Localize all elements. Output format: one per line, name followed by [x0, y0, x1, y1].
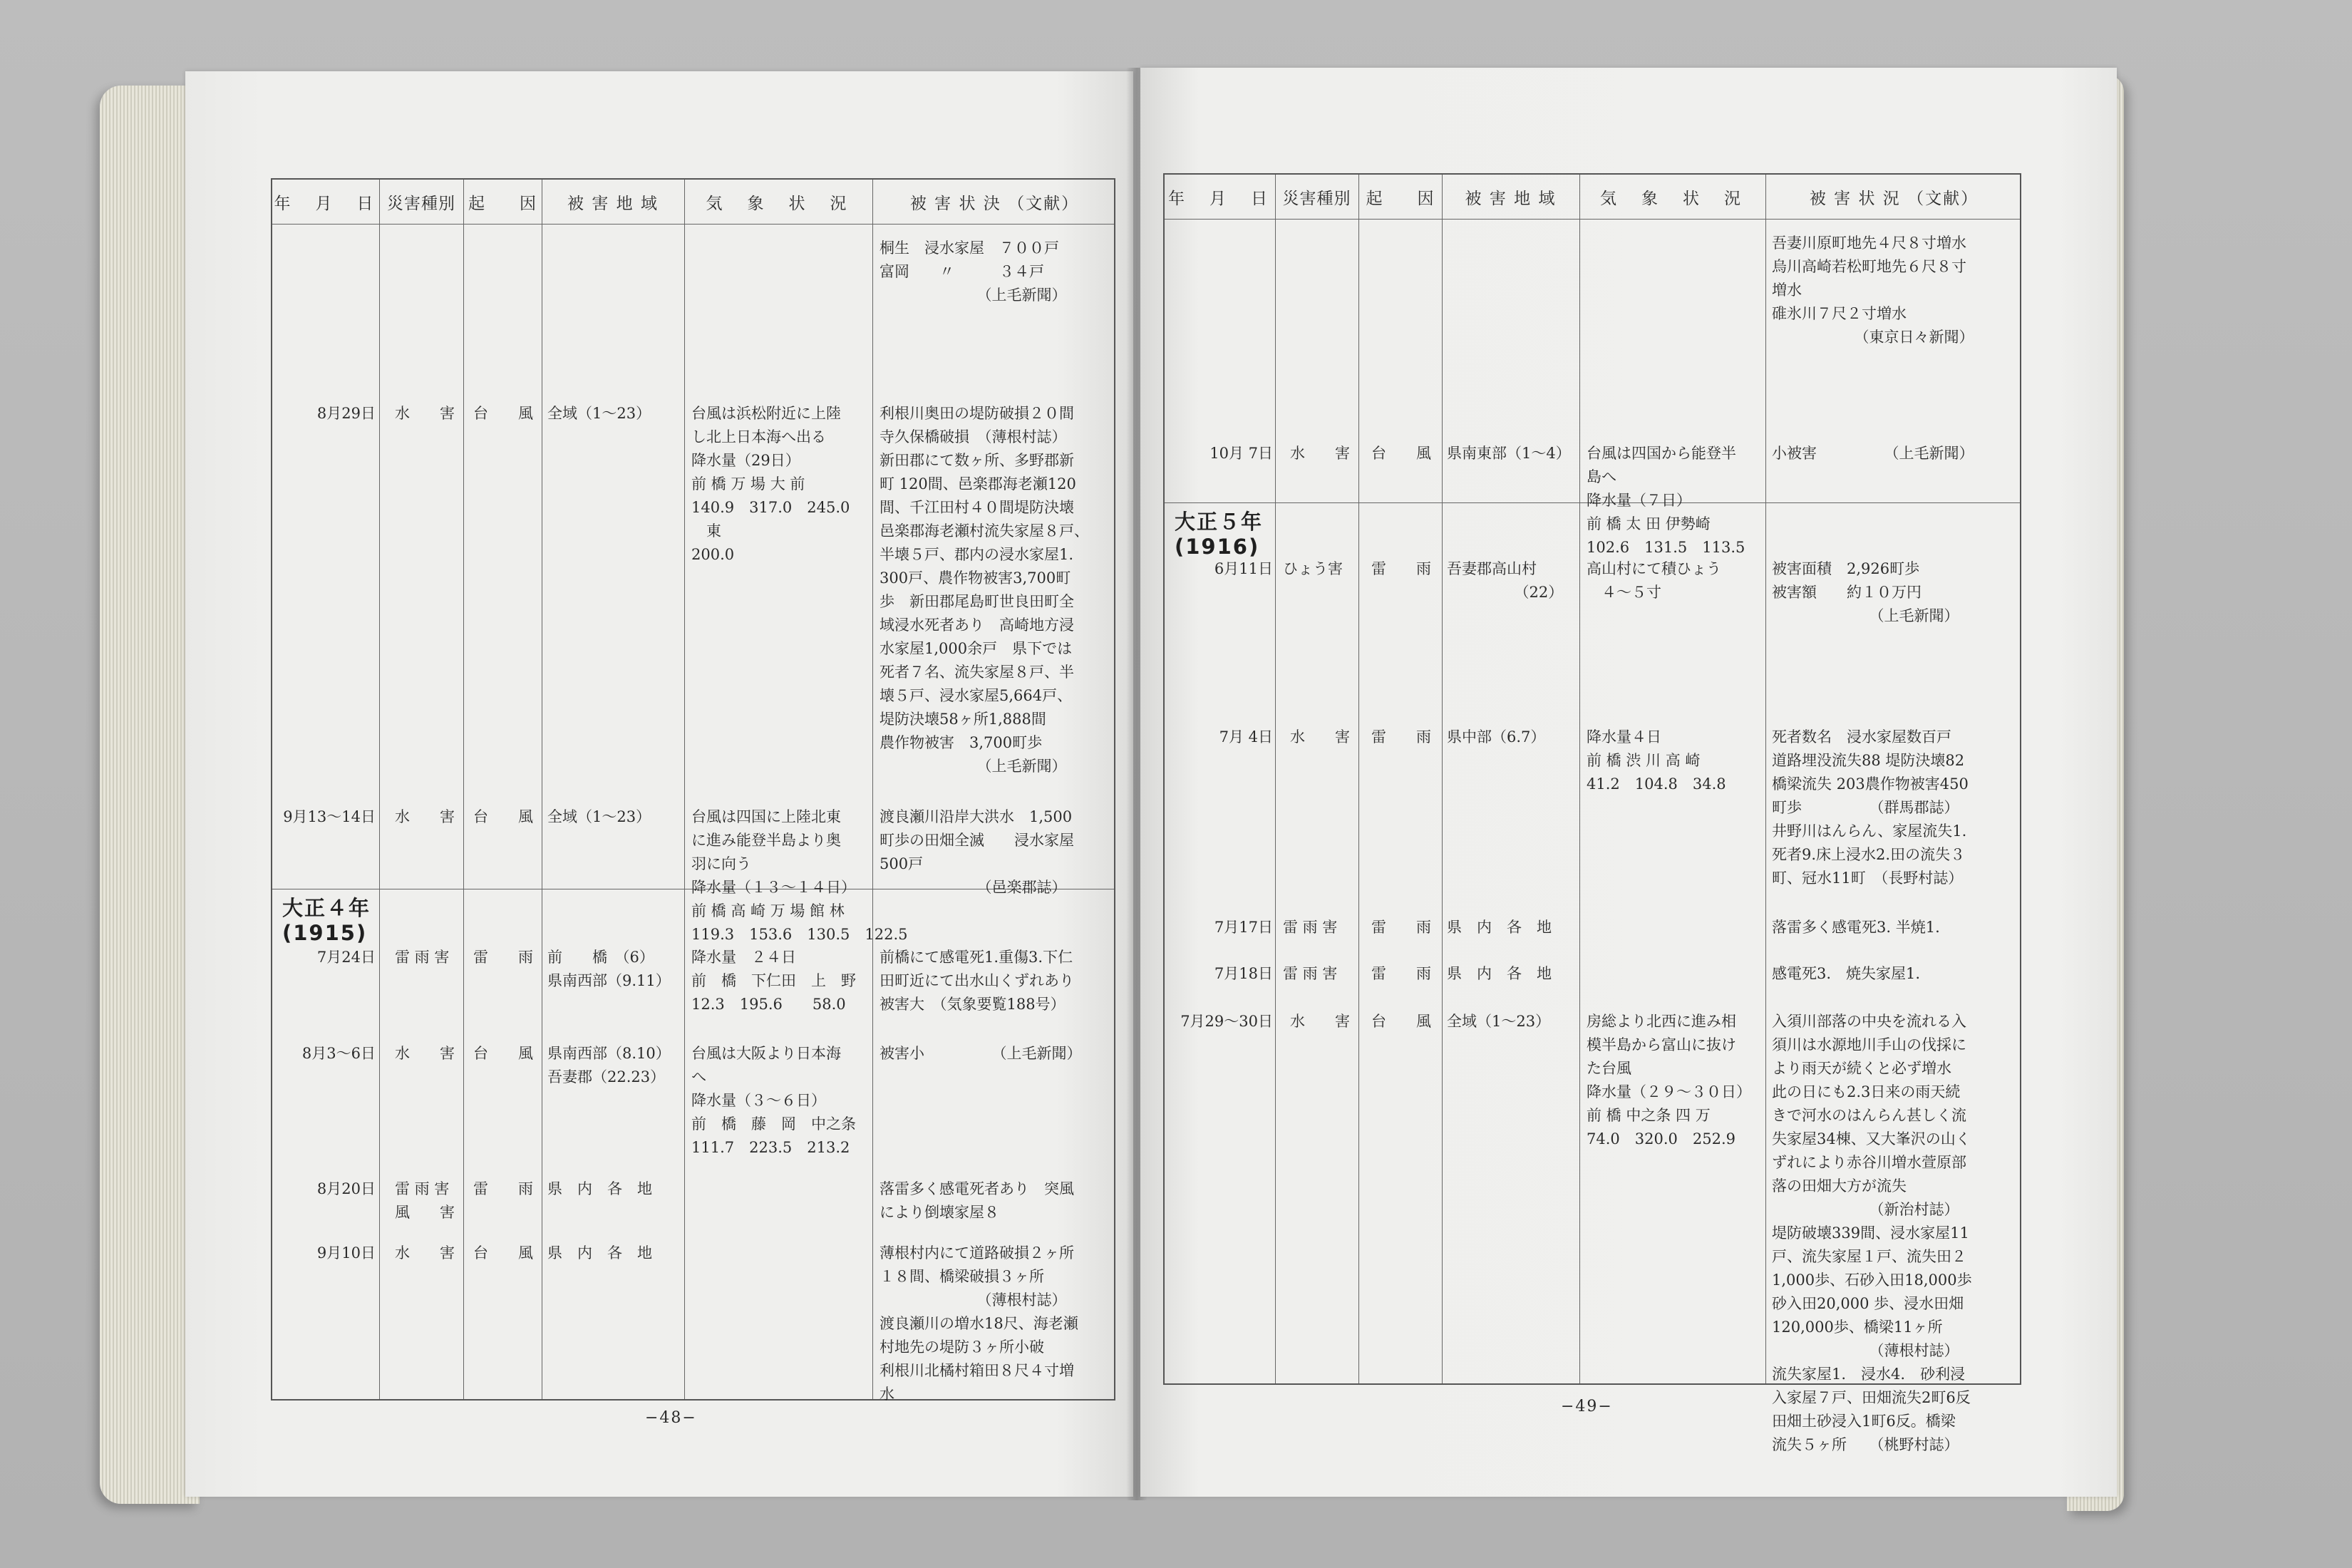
date-cell: 8月29日 [316, 405, 376, 422]
date-cell: 7月17日 [1214, 919, 1273, 936]
weather-cell: 高山村にて積ひょう ４〜５寸 [1587, 560, 1721, 601]
cause-cell: 台 風 [1371, 445, 1431, 462]
date-cell: 9月13〜14日 [283, 808, 376, 825]
col-header-area: 被 害 地 域 [1465, 189, 1557, 208]
area-cell: 全域（1〜23） [547, 808, 651, 825]
col-header-cause: 起 因 [468, 194, 537, 213]
area-cell: 県 内 各 地 [1447, 965, 1552, 982]
col-header-date: 年 月 日 [274, 194, 378, 213]
cause-cell: 雷 雨 [1371, 965, 1431, 982]
weather-cell: 台風は四国から能登半 島へ 降水量（７日） 前 橋 太 田 伊勢崎 102.6 131.5 113.5 [1587, 445, 1745, 556]
date-cell: 7月29〜30日 [1180, 1013, 1273, 1030]
cause-cell: 雷 雨 [473, 949, 533, 966]
type-cell: 雷 雨 害 [1283, 965, 1338, 982]
date-cell: 7月18日 [1214, 965, 1273, 982]
date-cell: 6月11日 [1214, 560, 1273, 577]
weather-cell: 台風は大阪より日本海 へ 降水量（３〜６日） 前 橋 藤 岡 中之条 111.7 223.5 213.2 [691, 1045, 856, 1156]
area-cell: 県 内 各 地 [547, 1180, 652, 1197]
weather-cell: 降水量４日 前 橋 渋 川 高 崎 41.2 104.8 34.8 [1587, 728, 1726, 793]
damage-cell: 入須川部落の中央を流れる入 須川は水源地川手山の伐採に より雨天が続くと必ず増水 此の日にも2.3日来の雨天続 きで河水のはんらん甚しく流 失家屋34棟、又大峯沢の山く ずれにより赤谷川増水萱原部 落の田畑大方が流失 （新治村誌） 堤防破壊339間、浸水家屋11 戸、流失家屋１戸、流失田２ 1,000歩、石砂入田18,000歩 砂入田20,000 歩、浸水田畑 120,000歩、橋梁11ヶ所 （薄根村誌） 流失家屋1. 浸水4. 砂利浸 入家屋７戸、田畑流失2町6反 田畑土砂浸入1町6反。橋梁 流失５ヶ所 （桃野村誌） [1772, 1013, 1972, 1453]
col-header-damage: 被 害 状 決 （文献） [909, 194, 1080, 213]
col-header-weather: 気 象 状 況 [1600, 189, 1745, 208]
damage-cell: 吾妻川原町地先４尺８寸増水 烏川高崎若松町地先６尺８寸 増水 碓氷川７尺２寸増水 （東京日々新聞） [1772, 234, 1974, 346]
type-cell: ひょう害 [1283, 560, 1343, 577]
type-cell: 水 害 [395, 405, 455, 422]
cause-cell: 台 風 [473, 405, 533, 422]
damage-cell: 小被害 （上毛新聞） [1772, 445, 1974, 462]
cause-cell: 雷 雨 [473, 1180, 533, 1197]
area-cell: 全域（1〜23） [547, 405, 651, 422]
col-header-cause: 起 因 [1366, 189, 1435, 208]
damage-cell: 死者数名 浸水家屋数百戸 道路埋没流失88 堤防決壊82 橋梁流失 203農作物被害450 町歩 （群馬郡誌） 井野川はんらん、家屋流失1. 死者9.床上浸水2.田の流失３ 町、冠水11町 （長野村誌） [1772, 728, 1969, 887]
date-cell: 8月20日 [316, 1180, 376, 1197]
type-cell: 水 害 [395, 1244, 455, 1262]
col-header-area: 被 害 地 域 [567, 194, 659, 213]
area-cell: 全域（1〜23） [1447, 1013, 1551, 1030]
date-cell: 9月10日 [316, 1244, 376, 1262]
type-cell: 水 害 [395, 808, 455, 825]
left-page [185, 71, 1133, 1497]
weather-cell: 台風は浜松附近に上陸 し北上日本海へ出る 降水量（29日） 前 橋 万 場 大 前 140.9 317.0 245.0 東 200.0 [691, 405, 850, 563]
cause-cell: 雷 雨 [1371, 919, 1431, 936]
col-header-type: 災害種別 [1282, 189, 1351, 208]
damage-cell: 薄根村内にて道路破損２ヶ所 １８間、橋梁破損３ヶ所 （薄根村誌） 渡良瀬川の増水18尺、海老瀬 村地先の堤防３ヶ所小破 利根川北橘村箱田８尺４寸増 水 [880, 1244, 1078, 1403]
date-cell: 10月 7日 [1209, 445, 1273, 462]
damage-cell: 利根川奥田の堤防破損２０間 寺久保橋破損 （薄根村誌） 新田郡にて数ヶ所、多野郡新 町 120間、邑楽郡海老瀬120 間、千江田村４０間堤防決壊 邑楽郡海老瀬村流失家屋８戸、 半壊５戸、郡内の浸水家屋1. 300戸、農作物被害3,700町 歩 新田郡尾島町世良田町全 域浸水死者あり 高崎地方浸 水家屋1,000余戸 県下では 死者７名、流失家屋８戸、半 壊５戸、浸水家屋5,664戸、 堤防決壊58ヶ所1,888間 農作物被害 3,700町歩 （上毛新聞） [880, 405, 1089, 775]
area-cell: 県 内 各 地 [547, 1244, 652, 1262]
cause-cell: 台 風 [473, 808, 533, 825]
cause-cell: 雷 雨 [1371, 560, 1431, 577]
page-number: −48− [645, 1409, 697, 1427]
weather-cell: 降水量 ２４日 前 橋 下仁田 上 野 12.3 195.6 58.0 [691, 949, 856, 1013]
damage-cell: 落雷多く感電死者あり 突風 により倒壊家屋８ [880, 1180, 1074, 1221]
col-header-type: 災害種別 [387, 194, 455, 213]
date-cell: 7月24日 [316, 949, 376, 966]
area-cell: 県南東部（1〜4） [1447, 445, 1571, 462]
cause-cell: 台 風 [1371, 1013, 1431, 1030]
weather-cell: 房総より北西に進み相 模半島から富山に抜け た台風 降水量（２９〜３０日） 前 橋 中之条 四 万 74.0 320.0 252.9 [1587, 1013, 1751, 1147]
col-header-date: 年 月 日 [1168, 189, 1272, 208]
col-header-damage: 被 害 状 況 （文献） [1809, 189, 1979, 208]
weather-cell: 台風は四国に上陸北東 に進み能登半島より奥 羽に向う 降水量（１３〜１４日） 前 橋 高 崎 万 場 館 林 119.3 153.6 130.5 122.5 [691, 808, 908, 943]
left-table [271, 178, 1115, 1401]
type-cell: 雷 雨 害 [395, 949, 450, 966]
date-cell: 7月 4日 [1219, 728, 1273, 746]
col-header-weather: 気 象 状 況 [706, 194, 851, 213]
date-cell: 8月3〜6日 [301, 1045, 376, 1062]
area-cell: 前 橋 （6） 県南西部（9.11） [547, 949, 671, 989]
damage-cell: 桐生 浸水家屋 ７００戸 富岡 〃 ３４戸 （上毛新聞） [880, 239, 1067, 304]
area-cell: 県南西部（8.10） 吾妻郡（22.23） [547, 1045, 671, 1085]
damage-cell: 被害面積 2,926町歩 被害額 約１０万円 （上毛新聞） [1772, 560, 1959, 624]
type-cell: 水 害 [1290, 1013, 1350, 1030]
type-cell: 水 害 [1290, 728, 1350, 746]
area-cell: 県 内 各 地 [1447, 919, 1552, 936]
damage-cell: 渡良瀬川沿岸大洪水 1,500 町歩の田畑全滅 浸水家屋 500戸 （邑楽郡誌） [880, 808, 1074, 896]
book-edge-left [100, 86, 200, 1504]
cause-cell: 台 風 [473, 1045, 533, 1062]
damage-cell: 被害小 （上毛新聞） [880, 1045, 1082, 1062]
type-cell: 水 害 [395, 1045, 455, 1062]
area-cell: 県中部（6.7） [1447, 728, 1546, 746]
era-heading: 大正５年 (1916) [1175, 510, 1264, 559]
page-number: −49− [1561, 1398, 1613, 1415]
type-cell: 水 害 [1290, 445, 1350, 462]
damage-cell: 落雷多く感電死3. 半焼1. [1772, 919, 1940, 936]
type-cell: 雷 雨 害 風 害 [395, 1180, 455, 1221]
type-cell: 雷 雨 害 [1283, 919, 1338, 936]
damage-cell: 前橋にて感電死1.重傷3.下仁 田町近にて出水山くずれあり 被害大 （気象要覧188号） [880, 949, 1074, 1013]
cause-cell: 台 風 [473, 1244, 533, 1262]
era-heading: 大正４年 (1915) [282, 896, 371, 945]
cause-cell: 雷 雨 [1371, 728, 1431, 746]
area-cell: 吾妻郡高山村 （22） [1447, 560, 1564, 601]
damage-cell: 感電死3. 焼失家屋1. [1772, 965, 1921, 982]
right-page [1140, 68, 2117, 1497]
